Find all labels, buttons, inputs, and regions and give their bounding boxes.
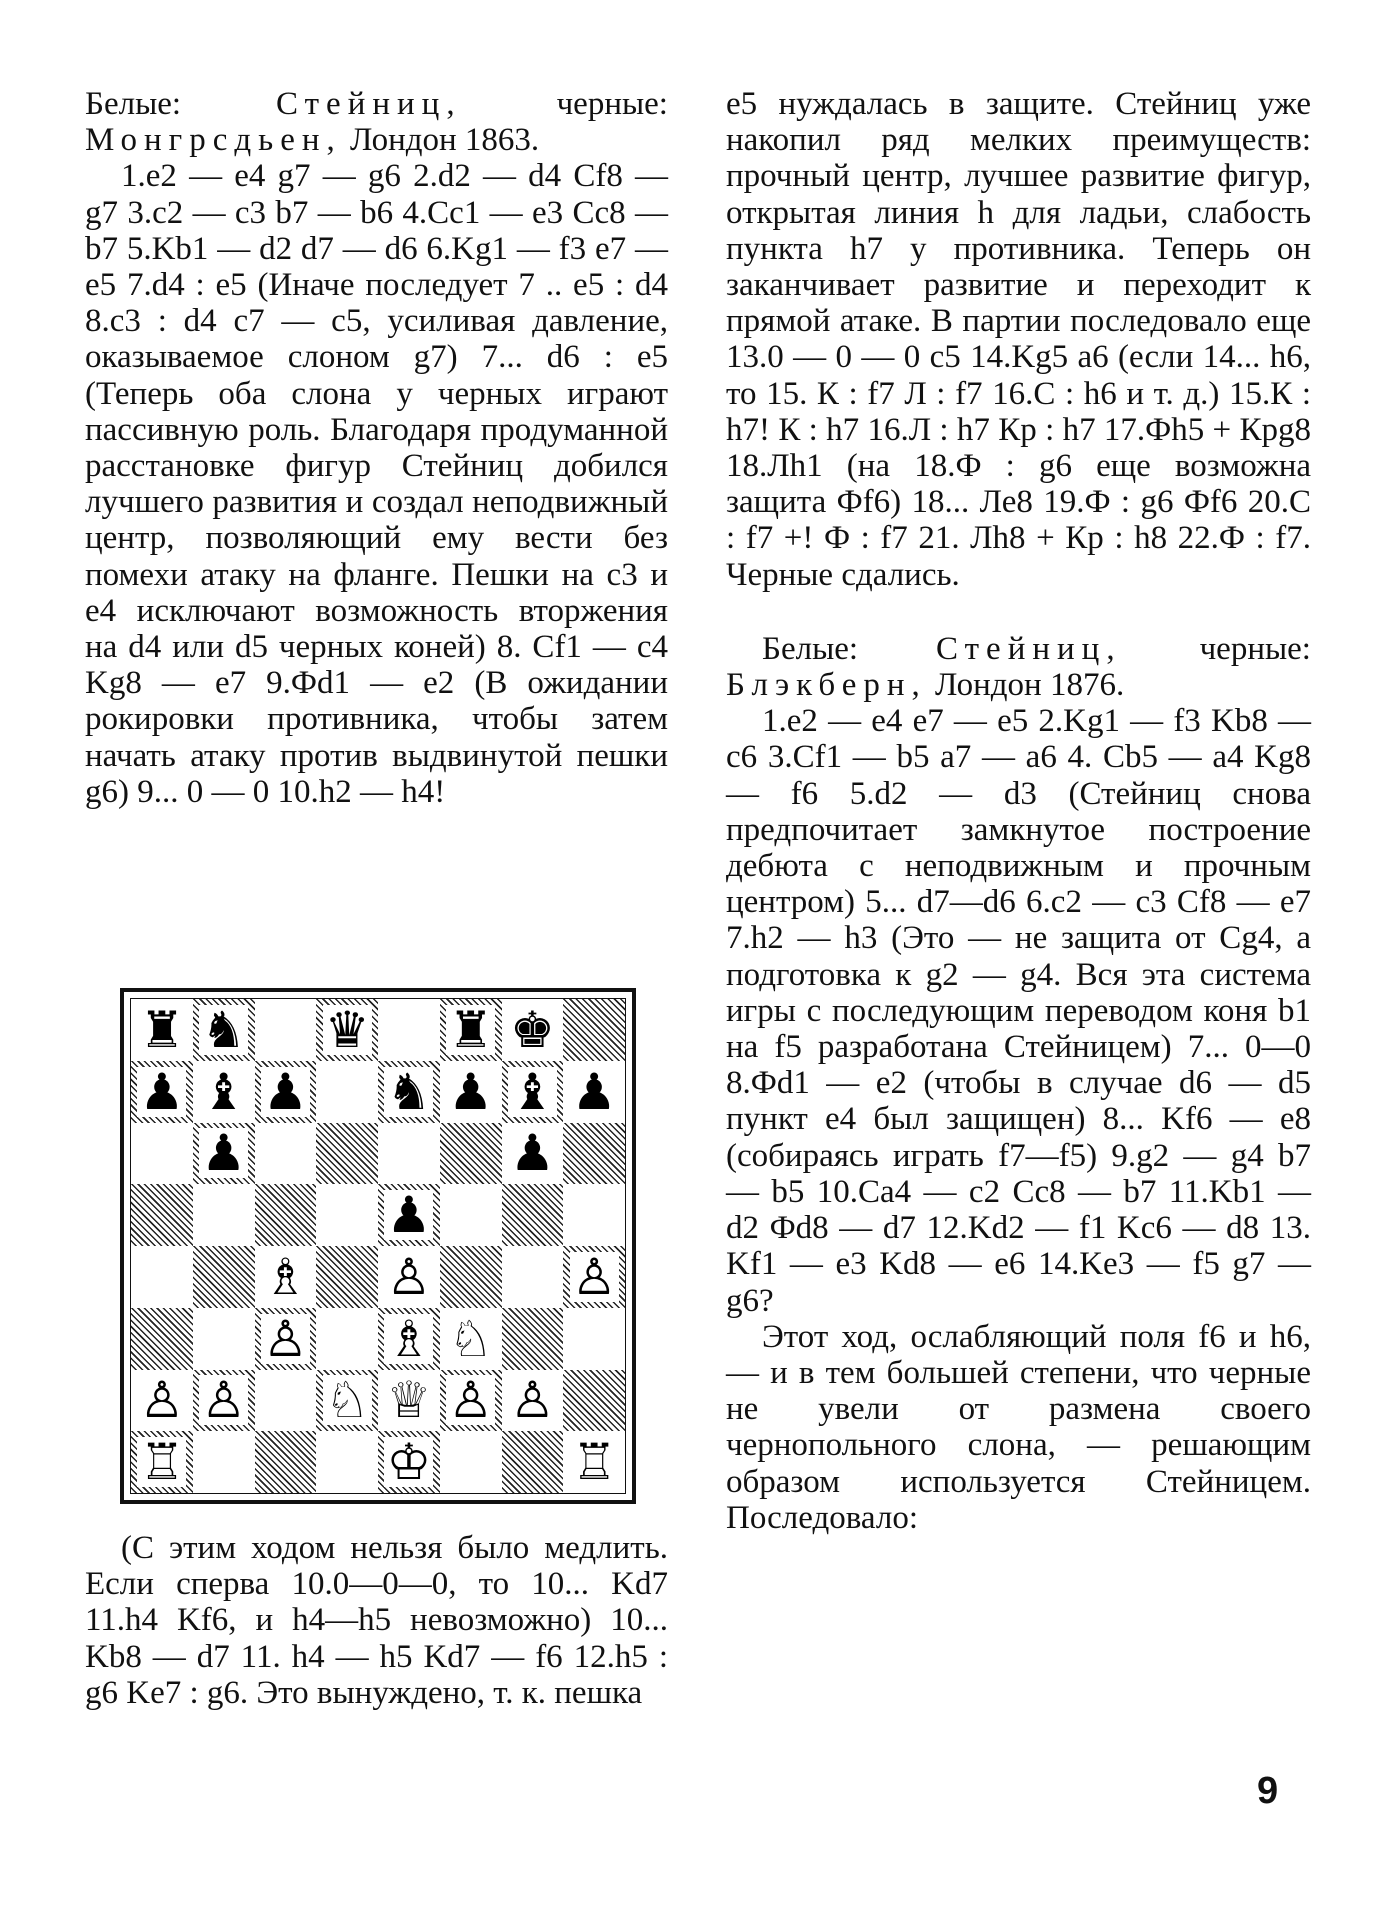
square-b2: [193, 1370, 255, 1432]
game1-moves: 1.e2 — e4 g7 — g6 2.d2 — d4 Cf8 — g7 3.c2 — c3 b7 — b6 4.Cc1 — e3 Cc8 — b7 5.Kb1 — d2 d7 — d6 6.Kg1 — f3 e7 — e5 7.d4 : e5 (Иначе последует 7 .. e5 : d4 8.c3 : d4 c7 — c5, усиливая давление, оказываемое слоном g7) 7... d6 : e5 (Теперь оба слона у черных играют пассивную роль. Благодаря продуманной расстановке фигур Стейниц добился лучшего развития и создал неподвижный центр, позволяющий ему вести без помехи атаку на фланге. Пешки на c3 и e4 исключают возможность вторжения на d4 или d5 черных коней) 8. Cf1 — c4 Kg8 — e7 9.Фd1 — e2 (В ожидании рокировки противника, чтобы затем начать атаку против выдвинутой пешки g6) 9... 0 — 0 10.h2 — h4!: [85, 158, 668, 810]
black-rook-icon: ♜: [448, 1000, 494, 1059]
game1-header: [85, 86, 668, 158]
square-a6: [131, 1123, 193, 1185]
square-e8: [378, 999, 440, 1061]
header-label-black: черные:: [1121, 630, 1311, 667]
white-king-icon: ♔: [386, 1433, 432, 1492]
square-a4: [131, 1246, 193, 1308]
square-f7: [440, 1061, 502, 1123]
square-a8: [131, 999, 193, 1061]
square-b6: [193, 1123, 255, 1185]
square-f3: [440, 1308, 502, 1370]
white-pawn-icon: ♙: [571, 1247, 617, 1306]
white-pawn-icon: ♙: [386, 1247, 432, 1306]
square-e3: [378, 1308, 440, 1370]
white-knight-icon: ♘: [448, 1309, 494, 1368]
black-pawn-icon: ♟: [201, 1124, 247, 1183]
game-place-date: Лондон 1863.: [341, 122, 540, 159]
square-f2: [440, 1370, 502, 1432]
square-g5: [502, 1184, 564, 1246]
black-knight-icon: ♞: [386, 1062, 432, 1121]
square-c5: [255, 1184, 317, 1246]
square-d4: [316, 1246, 378, 1308]
white-rook-icon: ♖: [139, 1433, 185, 1492]
white-bishop-icon: ♗: [386, 1309, 432, 1368]
square-f1: [440, 1431, 502, 1493]
square-a3: [131, 1308, 193, 1370]
white-player-name: Стейниц,: [936, 630, 1122, 667]
square-a1: [131, 1431, 193, 1493]
square-b4: [193, 1246, 255, 1308]
black-pawn-icon: ♟: [448, 1062, 494, 1121]
square-d7: [316, 1061, 378, 1123]
black-pawn-icon: ♟: [571, 1062, 617, 1121]
white-pawn-icon: ♙: [509, 1371, 555, 1430]
square-h1: [563, 1431, 625, 1493]
square-f5: [440, 1184, 502, 1246]
square-c7: [255, 1061, 317, 1123]
square-c8: [255, 999, 317, 1061]
black-pawn-icon: ♟: [386, 1186, 432, 1245]
square-h8: [563, 999, 625, 1061]
square-g8: [502, 999, 564, 1061]
header-label-white: Белые:: [85, 86, 277, 122]
square-b8: [193, 999, 255, 1061]
after-diagram-text: (С этим ходом нельзя было медлить. Если сперва 10.0—0—0, то 10... Kd7 11.h4 Kf6, и h4—h5 невозможно) 10... Kb8 — d7 11. h4 — h5 Kd7 — f6 12.h5 : g6 Ke7 : g6. Это вынуждено, т. к. пешка: [85, 1530, 668, 1711]
black-player-name: Монгрсдьен,: [85, 122, 342, 159]
white-bishop-icon: ♗: [262, 1247, 308, 1306]
square-c2: [255, 1370, 317, 1432]
black-king-icon: ♚: [509, 1000, 555, 1059]
square-g1: [502, 1431, 564, 1493]
white-rook-icon: ♖: [571, 1433, 617, 1492]
white-knight-icon: ♘: [324, 1371, 370, 1430]
square-h5: [563, 1184, 625, 1246]
left-column: [85, 86, 668, 810]
header-label-white: Белые:: [762, 630, 937, 667]
square-f8: [440, 999, 502, 1061]
black-player-name: Блэкберн,: [726, 667, 927, 704]
square-c1: [255, 1431, 317, 1493]
black-knight-icon: ♞: [201, 1000, 247, 1059]
right-column: [726, 86, 1311, 1536]
black-rook-icon: ♜: [139, 1000, 185, 1059]
square-e5: [378, 1184, 440, 1246]
square-g4: [502, 1246, 564, 1308]
square-d5: [316, 1184, 378, 1246]
white-pawn-icon: ♙: [262, 1309, 308, 1368]
square-c4: [255, 1246, 317, 1308]
square-g7: [502, 1061, 564, 1123]
game1-continuation: e5 нуждалась в защите. Стейниц уже накопил ряд мелких преимуществ: прочный центр, лучшее развитие фигур, открытая линия h для ладьи, слабость пункта h7 у противника. Теперь он заканчивает развитие и переходит к прямой атаке. В партии последовало еще 13.0 — 0 — 0 c5 14.Kg5 a6 (если 14... h6, то 15. К : f7 Л : f7 16.С : h6 и т. д.) 15.К : h7! К : h7 16.Л : h7 Кр : h7 17.Фh5 + Крg8 18.Лh1 (на 18.Ф : g6 еще возможна защита Фf6) 18... Ле8 19.Ф : g6 Фf6 20.С : f7 +! Ф : f7 21. Лh8 + Кр : h8 22.Ф : f7. Черные сдались.: [726, 86, 1311, 593]
square-e2: [378, 1370, 440, 1432]
square-a5: [131, 1184, 193, 1246]
white-pawn-icon: ♙: [448, 1371, 494, 1430]
square-e6: [378, 1123, 440, 1185]
page-number: 9: [1257, 1770, 1279, 1812]
white-queen-icon: ♕: [386, 1371, 432, 1430]
square-h2: [563, 1370, 625, 1432]
black-pawn-icon: ♟: [262, 1062, 308, 1121]
square-c3: [255, 1308, 317, 1370]
game2-header: [726, 631, 1311, 703]
chess-diagram: [120, 988, 636, 1504]
game-place-date: Лондон 1876.: [926, 667, 1125, 704]
square-f4: [440, 1246, 502, 1308]
square-d8: [316, 999, 378, 1061]
white-pawn-icon: ♙: [139, 1371, 185, 1430]
black-bishop-icon: ♝: [509, 1062, 555, 1121]
black-pawn-icon: ♟: [139, 1062, 185, 1121]
square-e1: [378, 1431, 440, 1493]
game2-commentary: Этот ход, ослабляющий поля f6 и h6, — и в тем большей степени, что черные не увели от размена своего чернопольного слона, — решающим образом используется Стейницем. Последовало:: [726, 1318, 1311, 1536]
square-f6: [440, 1123, 502, 1185]
square-b3: [193, 1308, 255, 1370]
square-b5: [193, 1184, 255, 1246]
square-e4: [378, 1246, 440, 1308]
square-b7: [193, 1061, 255, 1123]
square-c6: [255, 1123, 317, 1185]
square-h6: [563, 1123, 625, 1185]
square-h7: [563, 1061, 625, 1123]
square-d1: [316, 1431, 378, 1493]
black-pawn-icon: ♟: [509, 1124, 555, 1183]
square-a7: [131, 1061, 193, 1123]
game2-moves: 1.e2 — e4 e7 — e5 2.Kg1 — f3 Kb8 — c6 3.Cf1 — b5 a7 — a6 4. Cb5 — a4 Kg8 — f6 5.d2 — d3 (Стейниц снова предпочитает замкнутое построение дебюта с неподвижным и прочным центром) 5... d7—d6 6.c2 — c3 Cf8 — e7 7.h2 — h3 (Это — не защита от Cg4, а подготовка к g2 — g4. Вся эта система игры с последующим переводом коня b1 на f5 разработана Стейницем) 7... 0—0 8.Фd1 — e2 (чтобы в случае d6 — d5 пункт e4 был защищен) 8... Kf6 — e8 (собираясь играть f7—f5) 9.g2 — g4 b7 — b5 10.Ca4 — c2 Cc8 — b7 11.Kb1 — d2 Фd8 — d7 12.Kd2 — f1 Kc6 — d8 13. Kf1 — e3 Kd8 — e6 14.Ke3 — f5 g7 — g6?: [726, 703, 1311, 1319]
square-e7: [378, 1061, 440, 1123]
chess-board: [130, 998, 626, 1494]
black-queen-icon: ♛: [324, 1000, 370, 1059]
left-column-bottom: [85, 1530, 668, 1711]
square-g6: [502, 1123, 564, 1185]
square-g2: [502, 1370, 564, 1432]
header-label-black: черные:: [461, 86, 668, 122]
square-d2: [316, 1370, 378, 1432]
square-b1: [193, 1431, 255, 1493]
white-pawn-icon: ♙: [201, 1371, 247, 1430]
square-g3: [502, 1308, 564, 1370]
square-d3: [316, 1308, 378, 1370]
square-h4: [563, 1246, 625, 1308]
square-h3: [563, 1308, 625, 1370]
square-a2: [131, 1370, 193, 1432]
square-d6: [316, 1123, 378, 1185]
white-player-name: Стейниц,: [276, 86, 462, 122]
black-bishop-icon: ♝: [201, 1062, 247, 1121]
